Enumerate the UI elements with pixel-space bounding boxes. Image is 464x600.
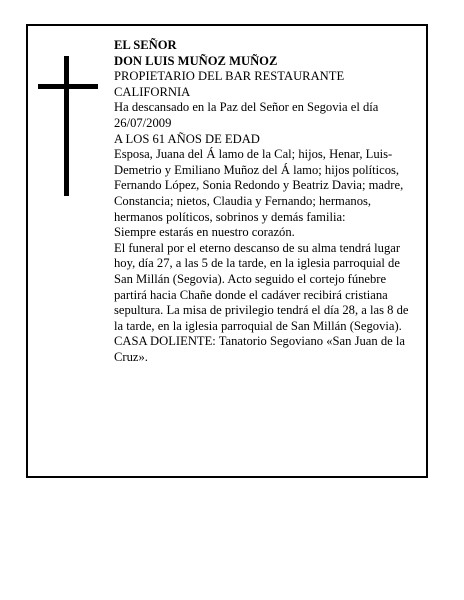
mourning-house: CASA DOLIENTE: Tanatorio Segoviano «San Juan de la Cruz». xyxy=(114,334,405,364)
death-statement: Ha descansado en la Paz del Señor en Segovia el día 26/07/2009 xyxy=(114,100,379,130)
family-list: Esposa, Juana del Á lamo de la Cal; hijos, Henar, Luis-Demetrio y Emiliano Muñoz del Á lamo; hijos políticos, Fernando López, Sonia Redondo y Beatriz Davia; madre, Constancia; nietos, Claudia y Fernando; hermanos, hermanos políticos, sobrinos y demás familia: xyxy=(114,147,404,224)
obituary-text-block xyxy=(114,38,420,365)
latin-cross-icon xyxy=(38,56,98,196)
funeral-details: El funeral por el eterno descanso de su alma tendrá lugar hoy, día 27, a las 5 de la tarde, en la iglesia parroquial de San Millán (Segovia). Acto seguido el cortejo fúnebre partirá hacia Chañe donde el cadáver recibirá cristiana sepultura. La misa de privilegio tendrá el día 28, a las 8 de la tarde, en la iglesia parroquial de San Millán (Segovia). xyxy=(114,240,409,333)
cross-vertical-bar xyxy=(64,56,69,196)
deceased-occupation: PROPIETARIO DEL BAR RESTAURANTE CALIFORNIA xyxy=(114,69,345,99)
deceased-title: EL SEÑOR xyxy=(114,38,177,52)
deceased-name: DON LUIS MUÑOZ MUÑOZ xyxy=(114,53,278,68)
cross-horizontal-bar xyxy=(38,84,98,89)
age-statement: A LOS 61 AÑOS DE EDAD xyxy=(114,131,260,146)
memorial-phrase: Siempre estarás en nuestro corazón. xyxy=(114,225,295,240)
